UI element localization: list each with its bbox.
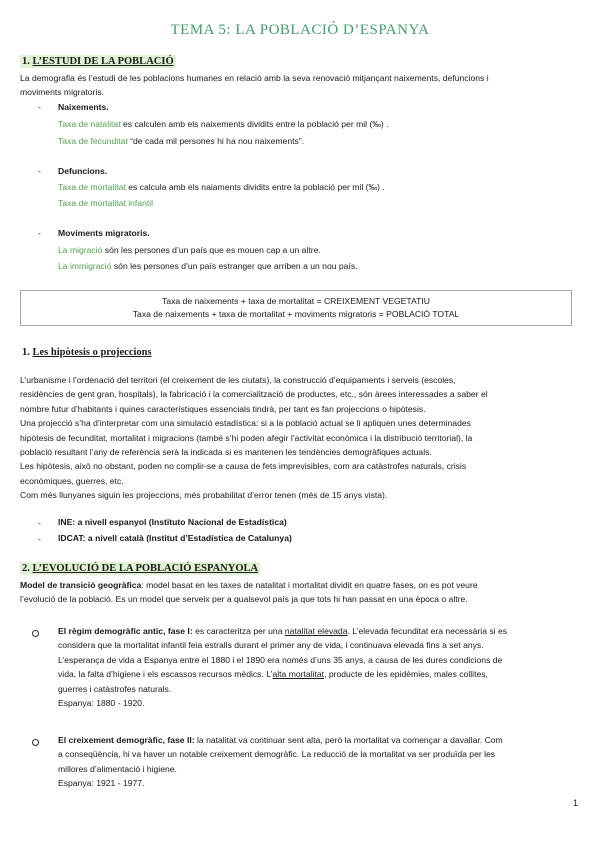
bullet-dash: - — [38, 102, 41, 112]
fecunditat-line: Taxa de fecunditat “de cada mil persones hi ha nou naixements”. — [58, 136, 305, 146]
idcat-line: IDCAT: a nivell català (Institut d’Estadística de Catalunya) — [58, 533, 292, 543]
immigracio-line: La immigració són les persones d’un país estranger que arriben a un nou país. — [58, 261, 358, 271]
document-title: TEMA 5: LA POBLACIÓ D’ESPANYA — [170, 22, 430, 38]
formula-line-1: Taxa de naixements + taxa de mortalitat = CREIXEMENT VEGETATIU — [162, 296, 430, 306]
circle-bullet — [32, 739, 39, 746]
page-number: 1 — [572, 798, 578, 808]
formula-line-2: Taxa de naixements + taxa de mortalitat + moviments migratoris = POBLACIÓ TOTAL — [132, 309, 460, 319]
bullet-dash: - — [38, 534, 41, 544]
circle-bullet — [32, 630, 39, 637]
fase-2-paragraph: El creixement demogràfic, fase II: la natalitat va continuar sent alta, però la mortalitat va començar a davallar. Com a conseqüència, hi va haver un notable creixement demogràfic. La reducció de la mortalitat va ser produïda per les millores d’alimentació i higiene. Espanya: 1921 - 1977. — [58, 735, 503, 789]
formula-box — [20, 290, 572, 326]
defuncions-label: Defuncions. — [58, 166, 108, 176]
mortalitat-line: Taxa de mortalitat es calcula amb els naiaments dividits entre la població per mil (‰) . — [58, 182, 385, 192]
moviments-label: Moviments migratoris. — [58, 228, 150, 238]
natalitat-line: Taxa de natalitat es calculen amb els naixements dividits entre la població per mil (‰) . — [58, 119, 389, 129]
mortalitat-infantil-line: Taxa de mortalitat infantil — [58, 198, 154, 208]
section-1-heading: 1. L’ESTUDI DE LA POBLACIÓ — [22, 56, 174, 67]
hipotesis-heading: 1. Les hipòtesis o projeccions — [22, 347, 152, 358]
bullet-dash: - — [38, 228, 41, 238]
bullet-dash: - — [38, 518, 41, 528]
naixements-label: Naixements. — [58, 102, 109, 112]
migracio-line: La migració són les persones d’un país que es mouen cap a un altre. — [58, 245, 321, 255]
model-paragraph: Model de transició geogràfica: model basat en les taxes de natalitat i mortalitat dividit en quatre fases, on es pot veure l’evolució de la població. Es un model que serveix per a qualsevol país ja que tots hi han passat en una època o altre. — [20, 580, 478, 605]
fase-1-paragraph: El règim demogràfic antic, fase I: es caracteritza per una natalitat elevada. L’elevada fecunditat era necessària si es considera que la mortalitat infantil feia estralls durant el primer any de vida, i continuava elevada fins a set anys. L’esperança de vida a Espanya entre el 1880 i el 1890 era només d’uns 35 anys, a causa de les dures condicions de vida, la falta d’higiene i els escassos recursos mèdics. L’alta mortalitat, producte de les epidèmies, males collites, guerres i catàstrofes naturals. Espanya: 1880 - 1920. — [58, 626, 508, 709]
ine-line: INE: a nivell espanyol (Instituto Nacional de Estadística) — [58, 517, 287, 527]
section-1-intro: La demografia és l’estudi de les poblacions humanes en relació amb la seva renovació mitjançant naixements, defuncions i moviments migratoris. — [20, 73, 489, 98]
bullet-dash: - — [38, 166, 41, 176]
hipotesis-paragraph: L’urbanisme i l’ordenació del territori (el creixement de les ciutats), la construcció d’equipaments i serveis (escoles, residències de gent gran, hospitals), la fabricació i la comercialització de productes, etc., són àrees interessades a saber el nombre futur d’habitants i quines característiques essencials tindrà, per tant es fan projeccions o hipòtesis. Una projecció s’ha d’interpretar com una simulació estadística: si a la població actual se li apliquen unes determinades hipòtesis de fecunditat, mortalitat i migracions (també s’hi poden afegir l’activitat econòmica i la distribució territorial), la població resultant l’any de referència serà la indicada si es mantenen les tendències demogràfiques actuals. Les hipòtesis, això no obstant, poden no complir-se a causa de fets imprevisibles, com ara catàstrofes naturals, crisis econòmiques, guerres, etc. Com més llunyanes siguin les projeccions, més probabilitat d’error tenen (més de 15 anys vista). — [20, 375, 488, 501]
section-2-heading: 2. L’EVOLUCIÓ DE LA POBLACIÓ ESPANYOLA — [22, 563, 259, 574]
